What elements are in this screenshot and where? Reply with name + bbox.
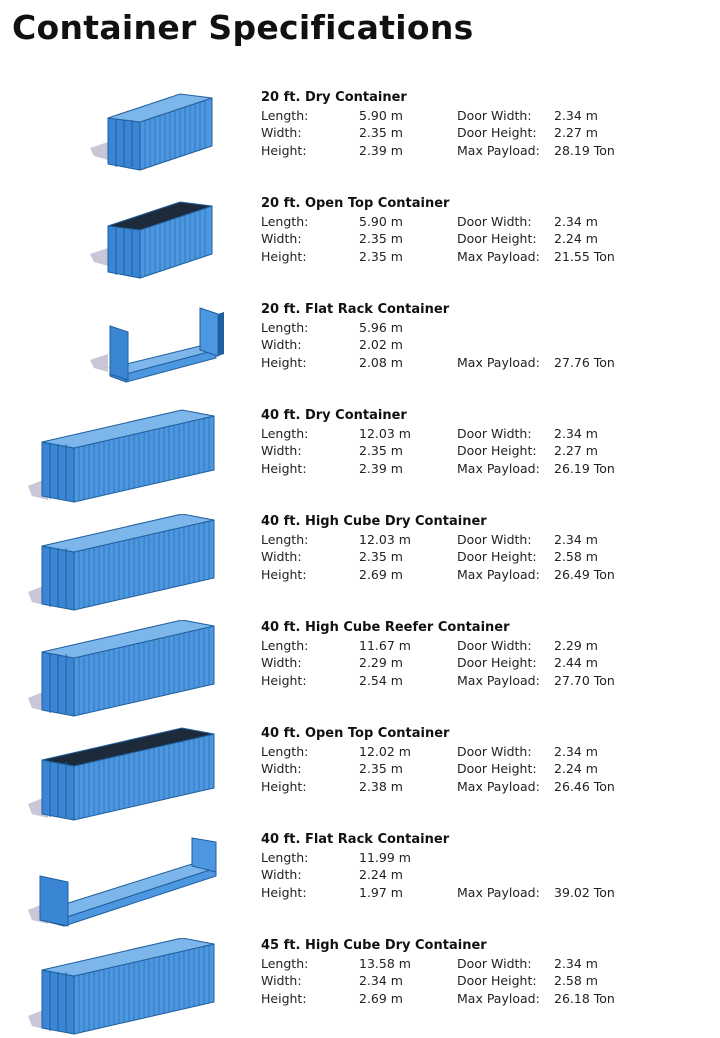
length-label: Length:	[261, 850, 309, 865]
height-label: Height:	[261, 779, 307, 794]
height-label: Height:	[261, 461, 307, 476]
container-illustration	[20, 514, 230, 614]
width-value: 2.24 m	[359, 867, 403, 882]
max-payload-value: 27.76 Ton	[554, 355, 615, 370]
length-value: 5.90 m	[359, 108, 403, 123]
container-spec	[0, 408, 720, 508]
height-value: 2.38 m	[359, 779, 403, 794]
max-payload-value: 26.18 Ton	[554, 991, 615, 1006]
length-value: 11.67 m	[359, 638, 411, 653]
container-illustration	[20, 196, 230, 296]
width-label: Width:	[261, 549, 302, 564]
container-name: 45 ft. High Cube Dry Container	[261, 938, 487, 953]
width-value: 2.35 m	[359, 761, 403, 776]
shadow	[90, 248, 108, 266]
door-height-label: Door Height:	[457, 549, 537, 564]
max-payload-label: Max Payload:	[457, 461, 540, 476]
container-name: 20 ft. Open Top Container	[261, 196, 450, 211]
door-height-label: Door Height:	[457, 973, 537, 988]
width-value: 2.35 m	[359, 549, 403, 564]
height-value: 1.97 m	[359, 885, 403, 900]
width-value: 2.35 m	[359, 231, 403, 246]
container-illustration	[20, 90, 230, 190]
container-illustration	[20, 408, 230, 508]
door-height-value: 2.58 m	[554, 973, 598, 988]
length-label: Length:	[261, 426, 309, 441]
length-label: Length:	[261, 744, 309, 759]
container-spec	[0, 514, 720, 614]
container-spec	[0, 90, 720, 190]
door-height-label: Door Height:	[457, 443, 537, 458]
door-width-value: 2.34 m	[554, 214, 598, 229]
height-value: 2.69 m	[359, 567, 403, 582]
length-label: Length:	[261, 108, 309, 123]
page-title: Container Specifications	[12, 8, 474, 47]
container-spec	[0, 196, 720, 296]
max-payload-value: 27.70 Ton	[554, 673, 615, 688]
max-payload-label: Max Payload:	[457, 249, 540, 264]
length-value: 12.03 m	[359, 532, 411, 547]
container-spec	[0, 832, 720, 932]
height-label: Height:	[261, 355, 307, 370]
length-label: Length:	[261, 320, 309, 335]
container-name: 40 ft. Flat Rack Container	[261, 832, 450, 847]
width-value: 2.35 m	[359, 125, 403, 140]
container-name: 40 ft. High Cube Dry Container	[261, 514, 487, 529]
container-name: 40 ft. Open Top Container	[261, 726, 450, 741]
max-payload-value: 26.49 Ton	[554, 567, 615, 582]
length-value: 5.96 m	[359, 320, 403, 335]
height-value: 2.54 m	[359, 673, 403, 688]
width-value: 2.02 m	[359, 337, 403, 352]
door-height-value: 2.27 m	[554, 443, 598, 458]
door-height-label: Door Height:	[457, 231, 537, 246]
container-name: 20 ft. Flat Rack Container	[261, 302, 450, 317]
width-value: 2.35 m	[359, 443, 403, 458]
height-label: Height:	[261, 991, 307, 1006]
max-payload-label: Max Payload:	[457, 355, 540, 370]
shadow	[90, 354, 108, 372]
door-width-value: 2.34 m	[554, 532, 598, 547]
door-width-value: 2.34 m	[554, 108, 598, 123]
length-label: Length:	[261, 214, 309, 229]
door-height-value: 2.58 m	[554, 549, 598, 564]
max-payload-label: Max Payload:	[457, 143, 540, 158]
max-payload-value: 26.19 Ton	[554, 461, 615, 476]
max-payload-value: 21.55 Ton	[554, 249, 615, 264]
door-width-value: 2.34 m	[554, 744, 598, 759]
container-name: 40 ft. Dry Container	[261, 408, 407, 423]
door-width-label: Door Width:	[457, 108, 532, 123]
container-illustration	[20, 832, 230, 932]
height-label: Height:	[261, 249, 307, 264]
length-value: 12.03 m	[359, 426, 411, 441]
max-payload-value: 39.02 Ton	[554, 885, 615, 900]
door-width-label: Door Width:	[457, 532, 532, 547]
container-name: 20 ft. Dry Container	[261, 90, 407, 105]
max-payload-value: 28.19 Ton	[554, 143, 615, 158]
door-width-label: Door Width:	[457, 214, 532, 229]
door-height-value: 2.24 m	[554, 231, 598, 246]
width-label: Width:	[261, 337, 302, 352]
door-width-label: Door Width:	[457, 426, 532, 441]
width-label: Width:	[261, 655, 302, 670]
width-label: Width:	[261, 231, 302, 246]
max-payload-label: Max Payload:	[457, 991, 540, 1006]
container-spec	[0, 620, 720, 720]
container-spec	[0, 938, 720, 1038]
container-name: 40 ft. High Cube Reefer Container	[261, 620, 510, 635]
door-height-value: 2.24 m	[554, 761, 598, 776]
height-label: Height:	[261, 143, 307, 158]
door-width-value: 2.29 m	[554, 638, 598, 653]
container-illustration	[20, 620, 230, 720]
length-value: 12.02 m	[359, 744, 411, 759]
door-width-label: Door Width:	[457, 744, 532, 759]
height-value: 2.39 m	[359, 143, 403, 158]
width-value: 2.29 m	[359, 655, 403, 670]
door-height-value: 2.44 m	[554, 655, 598, 670]
width-label: Width:	[261, 761, 302, 776]
container-illustration	[20, 726, 230, 826]
door-height-label: Door Height:	[457, 655, 537, 670]
shadow	[90, 142, 108, 160]
container-spec	[0, 726, 720, 826]
height-label: Height:	[261, 885, 307, 900]
max-payload-label: Max Payload:	[457, 779, 540, 794]
height-value: 2.39 m	[359, 461, 403, 476]
door-width-value: 2.34 m	[554, 956, 598, 971]
width-label: Width:	[261, 973, 302, 988]
height-label: Height:	[261, 673, 307, 688]
container-spec	[0, 302, 720, 402]
max-payload-label: Max Payload:	[457, 885, 540, 900]
width-value: 2.34 m	[359, 973, 403, 988]
height-value: 2.08 m	[359, 355, 403, 370]
max-payload-value: 26.46 Ton	[554, 779, 615, 794]
door-width-value: 2.34 m	[554, 426, 598, 441]
door-height-value: 2.27 m	[554, 125, 598, 140]
height-label: Height:	[261, 567, 307, 582]
container-illustration	[20, 938, 230, 1038]
height-value: 2.35 m	[359, 249, 403, 264]
length-label: Length:	[261, 532, 309, 547]
width-label: Width:	[261, 867, 302, 882]
max-payload-label: Max Payload:	[457, 673, 540, 688]
length-value: 13.58 m	[359, 956, 411, 971]
length-label: Length:	[261, 956, 309, 971]
max-payload-label: Max Payload:	[457, 567, 540, 582]
container-illustration	[20, 302, 230, 402]
door-width-label: Door Width:	[457, 638, 532, 653]
width-label: Width:	[261, 125, 302, 140]
door-height-label: Door Height:	[457, 125, 537, 140]
width-label: Width:	[261, 443, 302, 458]
door-width-label: Door Width:	[457, 956, 532, 971]
length-value: 11.99 m	[359, 850, 411, 865]
height-value: 2.69 m	[359, 991, 403, 1006]
door-height-label: Door Height:	[457, 761, 537, 776]
length-label: Length:	[261, 638, 309, 653]
length-value: 5.90 m	[359, 214, 403, 229]
